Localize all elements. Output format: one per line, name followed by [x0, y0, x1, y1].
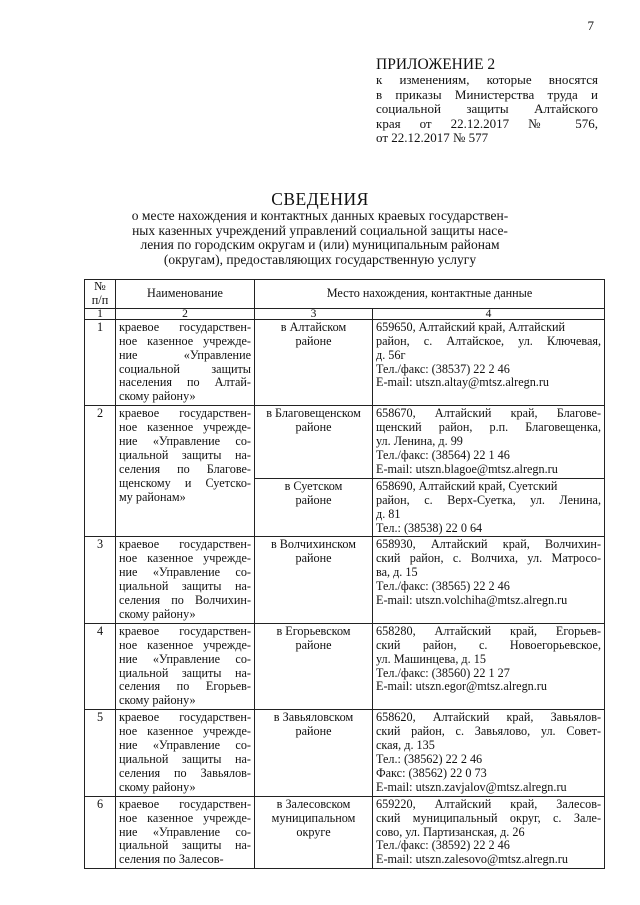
- contact-line: ский муниципальный округ, с. Зале-: [376, 810, 602, 825]
- institution-name-line: му районам»: [119, 489, 186, 504]
- row-number: 2: [85, 406, 116, 537]
- location-district-line: в Алтайском: [280, 319, 347, 334]
- institution-name-line: краевое государствен-: [119, 623, 251, 638]
- document-heading: [100, 190, 540, 267]
- institution-name-line: ние «Управление со-: [119, 738, 251, 753]
- contact-details: [373, 710, 605, 796]
- location-district: [255, 319, 373, 405]
- contact-line: 658620, Алтайский край, Завьялов-: [376, 710, 602, 725]
- institution-name-line: ние «Управление со-: [119, 651, 251, 666]
- contact-details: [373, 406, 605, 479]
- institution-name-line: краевое государствен-: [119, 796, 251, 811]
- header-name: Наименование: [116, 280, 255, 309]
- location-district-line: в Волчихинском: [270, 537, 357, 552]
- contact-line: ский район, с. Новоегорьевское,: [376, 637, 602, 652]
- institution-name-line: краевое государствен-: [119, 710, 251, 725]
- location-district-line: районе: [295, 724, 332, 739]
- header-location: Место нахождения, контактные данные: [255, 280, 605, 309]
- institution-name-line: селения по Залесов-: [119, 852, 224, 867]
- table-row: [85, 537, 605, 623]
- row-number: 4: [85, 623, 116, 709]
- heading-line: ления по городским округам и (или) муниципальным районам: [140, 237, 500, 252]
- email-address[interactable]: E-mail: utszn.blagoe@mtsz.alregn.ru: [376, 461, 558, 476]
- institution-name-line: краевое государствен-: [119, 319, 251, 334]
- institution-name-line: ние «Управление со-: [119, 434, 251, 449]
- contact-line: Тел./факс: (38537) 22 2 46: [376, 361, 510, 376]
- location-district: [255, 478, 373, 537]
- contact-line: д. 81: [376, 506, 401, 521]
- table-row: [85, 319, 605, 405]
- header-num-line: №: [94, 279, 106, 293]
- institution-name: [116, 406, 255, 537]
- institution-name-line: ное казенное учрежде-: [119, 551, 251, 566]
- header-num: [85, 280, 116, 309]
- column-number: 4: [373, 308, 605, 319]
- location-district-line: муниципальном: [271, 810, 356, 825]
- institution-name: [116, 537, 255, 623]
- contact-line: 659650, Алтайский край, Алтайский: [376, 319, 566, 334]
- institution-name-line: селения по Благове-: [119, 461, 251, 476]
- contact-line: ский район, с. Завьялово, ул. Совет-: [376, 724, 602, 739]
- contact-line: 659220, Алтайский край, Залесов-: [376, 796, 602, 811]
- contact-details: [373, 537, 605, 623]
- table-row: [85, 406, 605, 479]
- location-district: [255, 406, 373, 479]
- location-district: [255, 537, 373, 623]
- row-number: 3: [85, 537, 116, 623]
- contact-details: [373, 478, 605, 537]
- institution-name-line: социальной защиты: [119, 361, 251, 376]
- institution-name-line: скому району»: [119, 779, 196, 794]
- contact-line: район, с. Алтайское, ул. Ключевая,: [376, 333, 602, 348]
- appendix-line: к изменениям, которые вносятся: [376, 72, 598, 87]
- table-body: [85, 319, 605, 868]
- email-address[interactable]: E-mail: utszn.zalesovo@mtsz.alregn.ru: [376, 852, 568, 867]
- contact-line: 658280, Алтайский край, Егорьев-: [376, 623, 602, 638]
- contact-line: д. 56г: [376, 347, 406, 362]
- appendix-block: [376, 56, 598, 146]
- column-number: 3: [255, 308, 373, 319]
- appendix-title: ПРИЛОЖЕНИЕ 2: [376, 56, 496, 73]
- institution-name-line: ние «Управление со-: [119, 824, 251, 839]
- table-row: [85, 796, 605, 869]
- institution-name-line: ное казенное учрежде-: [119, 724, 251, 739]
- location-district: [255, 796, 373, 869]
- location-district-line: районе: [295, 333, 332, 348]
- institution-name: [116, 710, 255, 796]
- location-district-line: районе: [295, 492, 332, 507]
- appendix-line: от 22.12.2017 № 577: [376, 130, 489, 145]
- email-address[interactable]: E-mail: utszn.altay@mtsz.alregn.ru: [376, 375, 549, 390]
- institution-name-line: ние «Управление со-: [119, 565, 251, 580]
- contact-line: щенский район, р.п. Благовещенка,: [376, 420, 602, 435]
- institution-name-line: циальной защиты на-: [119, 579, 251, 594]
- location-district-line: районе: [295, 420, 332, 435]
- contact-line: 658690, Алтайский край, Суетский: [376, 478, 558, 493]
- row-number: 5: [85, 710, 116, 796]
- location-district-line: округе: [296, 824, 331, 839]
- heading-title: СВЕДЕНИЯ: [271, 189, 369, 209]
- institution-name-line: населения по Алтай-: [119, 375, 251, 390]
- institution-name-line: циальной защиты на-: [119, 665, 251, 680]
- institution-name-line: ное казенное учрежде-: [119, 420, 251, 435]
- institution-name-line: селения по Волчихин-: [119, 593, 251, 608]
- location-district-line: районе: [295, 637, 332, 652]
- institution-name-line: скому району»: [119, 389, 196, 404]
- institution-name-line: циальной защиты на-: [119, 752, 251, 766]
- institution-name: [116, 623, 255, 709]
- institutions-table: [84, 279, 605, 869]
- location-district-line: в Залесовском: [276, 796, 351, 811]
- contact-line: район, с. Верх-Суетка, ул. Ленина,: [376, 492, 602, 507]
- location-district-line: в Суетском: [284, 478, 343, 493]
- institution-name-line: ние «Управление: [119, 347, 251, 362]
- institution-name-line: селения по Завьялов-: [119, 765, 251, 780]
- column-number: 1: [85, 308, 116, 319]
- institution-name-line: ное казенное учрежде-: [119, 637, 251, 652]
- column-number: 2: [116, 308, 255, 319]
- institution-name: [116, 796, 255, 869]
- contact-line: сово, ул. Партизанская, д. 26: [376, 824, 525, 839]
- institution-name-line: краевое государствен-: [119, 406, 251, 421]
- contact-line: Тел./факс: (38560) 22 1 27: [376, 665, 510, 680]
- location-district: [255, 710, 373, 796]
- institution-name-line: ное казенное учрежде-: [119, 810, 251, 825]
- email-address[interactable]: E-mail: utszn.volchiha@mtsz.alregn.ru: [376, 593, 568, 608]
- institution-name-line: скому району»: [119, 606, 196, 621]
- contact-line: ский район, с. Волчиха, ул. Матросо-: [376, 551, 602, 566]
- location-district: [255, 623, 373, 709]
- contact-line: ул. Ленина, д. 99: [376, 434, 463, 449]
- location-district-line: районе: [295, 551, 332, 566]
- appendix-line: в приказы Министерства труда и: [376, 86, 598, 102]
- location-district-line: в Егорьевском: [276, 623, 351, 638]
- contact-line: ва, д. 15: [376, 565, 418, 580]
- table-row: [85, 623, 605, 709]
- location-district-line: в Завьяловском: [273, 710, 354, 725]
- email-address[interactable]: E-mail: utszn.zavjalov@mtsz.alregn.ru: [376, 779, 567, 794]
- contact-line: Тел.: (38562) 22 2 46: [376, 752, 483, 766]
- email-address[interactable]: E-mail: utszn.egor@mtsz.alregn.ru: [376, 679, 547, 694]
- page-number: 7: [587, 18, 594, 33]
- table-header-row: [85, 280, 605, 309]
- institution-name-line: ное казенное учрежде-: [119, 333, 251, 348]
- contact-line: ул. Машинцева, д. 15: [376, 651, 486, 666]
- appendix-line: социальной защиты Алтайского: [376, 101, 598, 116]
- row-number: 6: [85, 796, 116, 869]
- institution-name: [116, 319, 255, 405]
- heading-line: ных казенных учреждений управлений социальной защиты насе-: [132, 222, 508, 238]
- contact-line: Тел./факс: (38564) 22 1 46: [376, 447, 510, 462]
- contact-line: 658930, Алтайский край, Волчихин-: [376, 537, 602, 552]
- institution-name-line: скому району»: [119, 693, 196, 708]
- appendix-line: края от 22.12.2017 № 576,: [376, 115, 598, 131]
- location-district-line: в Благовещенском: [266, 406, 361, 421]
- contact-details: [373, 796, 605, 869]
- institution-name-line: краевое государствен-: [119, 537, 251, 552]
- institution-name-line: щенскому и Суетско-: [119, 475, 251, 490]
- contact-line: Тел./факс: (38565) 22 2 46: [376, 579, 510, 594]
- header-num-line: п/п: [91, 292, 109, 307]
- contact-line: ская, д. 135: [376, 738, 435, 753]
- contact-details: [373, 319, 605, 405]
- row-number: 1: [85, 319, 116, 405]
- heading-line: о месте нахождения и контактных данных краевых государствен-: [131, 208, 509, 223]
- contact-details: [373, 623, 605, 709]
- table-row: [85, 710, 605, 796]
- heading-line: (округам), предоставляющих государственную услугу: [163, 251, 477, 267]
- column-number-row: [85, 308, 605, 319]
- contact-line: Факс: (38562) 22 0 73: [376, 765, 487, 780]
- institution-name-line: циальной защиты на-: [119, 838, 251, 853]
- institution-name-line: селения по Егорьев-: [119, 679, 251, 694]
- contact-line: Тел.: (38538) 22 0 64: [376, 520, 483, 535]
- institution-name-line: циальной защиты на-: [119, 447, 251, 462]
- contact-line: 658670, Алтайский край, Благове-: [376, 406, 602, 421]
- contact-line: Тел./факс: (38592) 22 2 46: [376, 838, 510, 853]
